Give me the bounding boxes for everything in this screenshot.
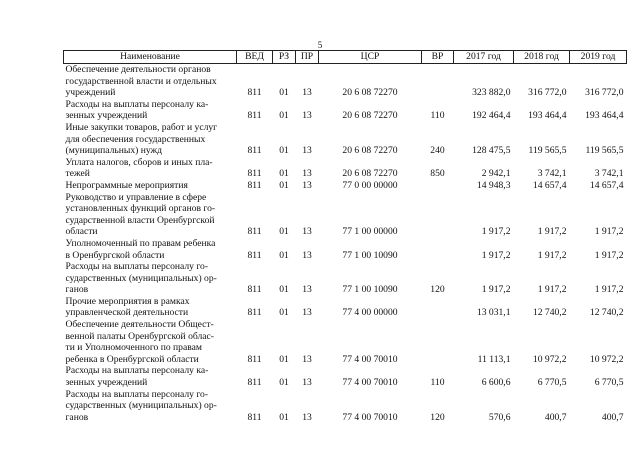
row-name-line: Уплата налогов, сборов и иных пла- — [65, 156, 213, 168]
row-name — [64, 238, 237, 261]
cell-2018: 193 464,4 — [528, 110, 567, 122]
table-row — [64, 122, 627, 157]
cell-pr: 13 — [302, 353, 312, 365]
table-row — [64, 319, 627, 365]
cell-2018: 1 917,2 — [537, 226, 567, 238]
cell-ved: 811 — [247, 411, 262, 423]
cell-csr: 77 1 00 10090 — [342, 249, 398, 261]
cell-pr: 13 — [302, 284, 312, 296]
cell-2019: 316 772,0 — [585, 87, 624, 99]
row-name-line: ганов — [65, 284, 89, 296]
row-name-line: ти и Уполномоченного по правам — [65, 342, 202, 354]
cell-rz: 01 — [279, 110, 289, 122]
header-csr: ЦСР — [319, 51, 422, 64]
cell-2019: 14 657,4 — [589, 179, 624, 191]
cell-pr: 13 — [302, 168, 312, 180]
row-name-line: ребенка в Оренбургской области — [65, 353, 199, 365]
cell-2018: 3 742,1 — [537, 168, 567, 180]
cell-csr: 77 1 00 10090 — [342, 284, 398, 296]
cell-ved: 811 — [247, 110, 262, 122]
cell-ved: 811 — [247, 168, 262, 180]
cell-vr: 850 — [430, 168, 445, 180]
cell-csr: 20 6 08 72270 — [342, 168, 398, 180]
header-pr: ПР — [296, 51, 319, 64]
table-row — [64, 238, 627, 261]
row-name-line: Обеспечение деятельности Общест- — [65, 319, 214, 331]
cell-csr: 77 0 00 00000 — [342, 179, 398, 191]
cell-csr: 77 4 00 70010 — [342, 411, 398, 423]
cell-vr — [422, 238, 454, 261]
cell-2019: 119 565,5 — [585, 145, 624, 157]
row-name-line: Уполномоченный по правам ребенка — [65, 237, 216, 249]
cell-vr: 120 — [430, 284, 445, 296]
cell-2018: 316 772,0 — [528, 87, 567, 99]
cell-rz: 01 — [279, 307, 289, 319]
table-row — [64, 99, 627, 122]
cell-pr: 13 — [302, 226, 312, 238]
cell-vr: 240 — [430, 145, 445, 157]
cell-csr: 20 6 08 72270 — [342, 87, 398, 99]
cell-csr: 77 4 00 00000 — [342, 307, 398, 319]
table-header-row — [64, 51, 627, 64]
row-name — [64, 157, 237, 180]
cell-ved: 811 — [247, 307, 262, 319]
cell-rz: 01 — [279, 179, 289, 191]
table-row — [64, 296, 627, 319]
cell-2017: 192 464,4 — [472, 110, 511, 122]
row-name — [64, 64, 237, 99]
row-name-line: в Оренбургской области — [65, 249, 165, 261]
cell-rz: 01 — [279, 377, 289, 389]
cell-2017: 14 948,3 — [476, 179, 511, 191]
cell-2018: 6 770,5 — [537, 377, 567, 389]
cell-pr: 13 — [302, 179, 312, 191]
cell-2019: 1 917,2 — [594, 249, 624, 261]
row-name-line: Расходы на выплаты персоналу го- — [65, 388, 209, 400]
cell-rz: 01 — [279, 284, 289, 296]
cell-ved: 811 — [247, 87, 262, 99]
header-2019: 2019 год — [570, 51, 627, 64]
row-name-line: Обеспечение деятельности органов — [65, 64, 211, 75]
table-row — [64, 389, 627, 424]
row-name-line: (муниципальных) нужд — [65, 145, 163, 157]
cell-rz: 01 — [279, 145, 289, 157]
cell-vr — [422, 180, 454, 192]
cell-vr — [422, 319, 454, 365]
row-name-line: области — [65, 226, 98, 238]
table-row — [64, 192, 627, 238]
row-name-line: для обеспечения государственных — [65, 133, 206, 145]
cell-rz: 01 — [279, 168, 289, 180]
cell-csr: 77 4 00 70010 — [342, 377, 398, 389]
cell-csr: 20 6 08 72270 — [342, 145, 398, 157]
row-name-line: Прочие мероприятия в рамках — [65, 295, 190, 307]
cell-vr: 110 — [430, 110, 445, 122]
row-name — [64, 319, 237, 365]
cell-pr: 13 — [302, 87, 312, 99]
cell-2019: 12 740,2 — [589, 307, 624, 319]
cell-rz: 01 — [279, 249, 289, 261]
budget-table — [63, 50, 627, 423]
row-name-line: установленных функций органов го- — [65, 203, 216, 215]
cell-csr: 20 6 08 72270 — [342, 110, 398, 122]
header-vr: ВР — [422, 51, 454, 64]
cell-pr: 13 — [302, 307, 312, 319]
row-name-line: учреждений — [65, 87, 116, 99]
row-name-line: Расходы на выплаты персоналу ка- — [65, 365, 209, 377]
row-name-line: управленческой деятельности — [65, 307, 189, 319]
table-row — [64, 365, 627, 388]
cell-ved: 811 — [247, 226, 262, 238]
cell-pr: 13 — [302, 377, 312, 389]
row-name-line: венной палаты Оренбургской облас- — [65, 330, 215, 342]
cell-2018: 400,7 — [544, 411, 567, 423]
cell-2017: 570,6 — [488, 411, 511, 423]
cell-rz: 01 — [279, 411, 289, 423]
row-name — [64, 389, 237, 424]
row-name-line: зенных учреждений — [65, 377, 148, 389]
row-name-line: Иные закупки товаров, работ и услуг — [65, 121, 218, 133]
cell-ved: 811 — [247, 145, 262, 157]
row-name-line: зенных учреждений — [65, 110, 148, 122]
cell-2017: 11 113,1 — [477, 353, 511, 365]
row-name-line: тежей — [65, 168, 90, 180]
cell-2019: 1 917,2 — [594, 284, 624, 296]
cell-2019: 6 770,5 — [594, 377, 624, 389]
header-ved: ВЕД — [237, 51, 273, 64]
row-name-line: Расходы на выплаты персоналу ка- — [65, 98, 209, 110]
row-name-line: ганов — [65, 411, 89, 423]
row-name-line: сударственных (муниципальных) ор- — [65, 400, 217, 412]
cell-2017: 1 917,2 — [481, 284, 511, 296]
cell-ved: 811 — [247, 377, 262, 389]
cell-ved: 811 — [247, 353, 262, 365]
cell-2017: 323 882,0 — [472, 87, 511, 99]
table-row — [64, 180, 627, 192]
cell-pr: 13 — [302, 145, 312, 157]
cell-2018: 1 917,2 — [537, 284, 567, 296]
header-2018: 2018 год — [514, 51, 570, 64]
row-name — [64, 192, 237, 238]
cell-2017: 1 917,2 — [481, 226, 511, 238]
cell-rz: 01 — [279, 353, 289, 365]
row-name — [64, 122, 237, 157]
cell-vr — [422, 192, 454, 238]
cell-vr — [422, 296, 454, 319]
cell-2018: 12 740,2 — [532, 307, 567, 319]
cell-pr: 13 — [302, 411, 312, 423]
cell-2019: 193 464,4 — [585, 110, 624, 122]
cell-2018: 10 972,2 — [532, 353, 567, 365]
cell-pr: 13 — [302, 249, 312, 261]
table-body — [64, 64, 627, 424]
row-name-line: государственной власти и отдельных — [65, 75, 217, 87]
cell-ved: 811 — [247, 284, 262, 296]
cell-2019: 1 917,2 — [594, 226, 624, 238]
cell-rz: 01 — [279, 87, 289, 99]
row-name — [64, 261, 237, 296]
cell-2017: 128 475,5 — [472, 145, 511, 157]
cell-ved: 811 — [247, 179, 262, 191]
cell-2017: 13 031,1 — [476, 307, 511, 319]
row-name-line: сударственной власти Оренбургской — [65, 214, 215, 226]
header-rz: РЗ — [273, 51, 296, 64]
row-name-line: Непрограммные мероприятия — [65, 179, 188, 191]
row-name — [64, 296, 237, 319]
header-name: Наименование — [64, 51, 237, 64]
cell-pr: 13 — [302, 110, 312, 122]
cell-2019: 3 742,1 — [594, 168, 624, 180]
cell-ved: 811 — [247, 249, 262, 261]
row-name-line: сударственных (муниципальных) ор- — [65, 272, 217, 284]
table-row — [64, 64, 627, 99]
cell-2017: 2 942,1 — [481, 168, 511, 180]
table-row — [64, 157, 627, 180]
cell-2018: 119 565,5 — [528, 145, 567, 157]
cell-vr — [422, 64, 454, 99]
header-2017: 2017 год — [454, 51, 514, 64]
cell-rz: 01 — [279, 226, 289, 238]
cell-2018: 14 657,4 — [532, 179, 567, 191]
row-name-line: Руководство и управление в сфере — [65, 191, 207, 203]
row-name — [64, 365, 237, 388]
cell-2017: 1 917,2 — [481, 249, 511, 261]
row-name-line: Расходы на выплаты персоналу го- — [65, 261, 209, 273]
cell-csr: 77 4 00 70010 — [342, 353, 398, 365]
cell-csr: 77 1 00 00000 — [342, 226, 398, 238]
cell-vr: 120 — [430, 411, 445, 423]
page-number: 5 — [317, 40, 323, 50]
cell-vr: 110 — [430, 377, 445, 389]
row-name — [64, 180, 237, 192]
table-row — [64, 261, 627, 296]
cell-2019: 400,7 — [601, 411, 624, 423]
row-name — [64, 99, 237, 122]
cell-2018: 1 917,2 — [537, 249, 567, 261]
cell-2019: 10 972,2 — [589, 353, 624, 365]
cell-2017: 6 600,6 — [481, 377, 511, 389]
